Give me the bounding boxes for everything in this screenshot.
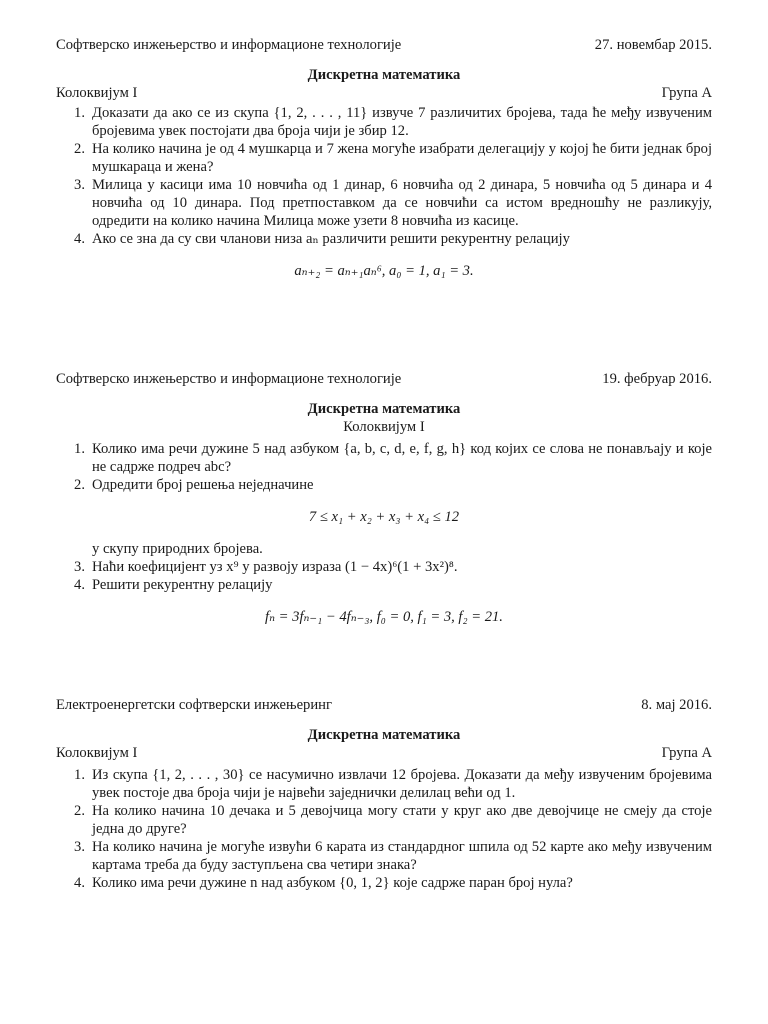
problem-item: 2. На колико начина 10 дечака и 5 девојчица могу стати у круг ако две девојчице не смеју да стоје једна до друге?: [74, 803, 712, 837]
problem-item: 3. Наћи коефицијент уз x⁹ у развоју израза (1 − 4x)⁶(1 + 3x²)⁸.: [56, 558, 712, 576]
problem-list: [56, 766, 712, 892]
problem-item: 1. Колико има речи дужине 5 над азбуком {a, b, c, d, e, f, g, h} код којих се слова не понављају и које не садрже подреч abc?: [74, 441, 712, 475]
test-row: [56, 744, 712, 762]
problem-text: Доказати да ако се из скупа {1, 2, . . . , 11} извуче 7 различитих бројева, тада ће међу извученим бројевима увек постојати два броја чији је збир 12.: [92, 105, 712, 139]
problem-text: Из скупа {1, 2, . . . , 30} се насумично извлачи 12 бројева. Доказати да међу извученим бројевима увек постоје два броја чији је највећи заједнички делилац већи од 1.: [92, 767, 712, 801]
exam-section-1: [56, 36, 712, 280]
recurrence-formula: aₙ₊₂ = aₙ₊₁aₙ⁶, a₀ = 1, a₁ = 3.: [294, 263, 474, 279]
problem-text: Колико има речи дужине n над азбуком {0, 1, 2} које садрже паран број нула?: [92, 875, 573, 891]
institution: Софтверско инжењерство и информационе технологије: [56, 371, 402, 387]
problem-item: 1. Доказати да ако се из скупа {1, 2, . . . , 11} извуче 7 различитих бројева, тада ће међу извученим бројевима увек постојати два броја чији је збир 12.: [74, 105, 712, 139]
recurrence-formula: fₙ = 3fₙ₋₁ − 4fₙ₋₃, f₀ = 0, f₁ = 3, f₂ = 21.: [265, 609, 503, 625]
problem-text: Одредити број решења неједначине: [92, 477, 314, 493]
problem-list-continued: [56, 558, 712, 594]
problem-item: 3. На колико начина је могуће извући 6 карата из стандардног шпила од 52 карте ако међу извученим картама треба да буду заступљена сва четири знака?: [74, 839, 712, 873]
problem-text: Наћи коефицијент уз x⁹ у развоју израза (1 − 4x)⁶(1 + 3x²)⁸.: [92, 559, 458, 575]
problem-item: 4. Колико има речи дужине n над азбуком {0, 1, 2} које садрже паран број нула?: [56, 874, 712, 892]
course-title: Дискретна математика: [307, 727, 461, 743]
test-name: Колоквијум I: [343, 419, 425, 435]
problem-text: На колико начина 10 дечака и 5 девојчица могу стати у круг ако две девојчице не смеју да стоје једна до друге?: [92, 803, 712, 837]
problem-item: 1. Из скупа {1, 2, . . . , 30} се насумично извлачи 12 бројева. Доказати да међу извученим бројевима увек постоје два броја чији је највећи заједнички делилац већи од 1.: [74, 767, 712, 801]
test-name: Колоквијум I: [56, 745, 138, 761]
problem-list: [56, 104, 712, 248]
group-label: Група А: [661, 745, 712, 761]
problem-list: [56, 440, 712, 494]
header-row: [56, 696, 712, 714]
institution: Електроенергетски софтверски инжењеринг: [56, 697, 332, 713]
course-title: Дискретна математика: [307, 67, 461, 83]
problem-item: 3. Милица у касици има 10 новчића од 1 динар, 6 новчића од 2 динара, 5 новчића од 5 динара и 4 новчића од 10 динара. Под претпоставком да се новчићи са истом вредношћу не разликују, одредити на колико начина Милица може узети 8 новчића из касице.: [74, 177, 712, 229]
institution: Софтверско инжењерство и информационе технологије: [56, 37, 402, 53]
problem-text: На колико начина је могуће извући 6 карата из стандардног шпила од 52 карте ако међу извученим картама треба да буду заступљена сва четири знака?: [92, 839, 712, 873]
exam-section-2: [56, 370, 712, 626]
test-name: Колоквијум I: [56, 85, 138, 101]
problem-text: Решити рекурентну релацију: [92, 577, 273, 593]
problem-text: На колико начина је од 4 мушкарца и 7 жена могуће изабрати делегацију у којој ће бити једнак број мушкараца и жена?: [92, 141, 712, 175]
problem-text: Милица у касици има 10 новчића од 1 динар, 6 новчића од 2 динара, 5 новчића од 5 динара и 4 новчића од 10 динара. Под претпоставком да се новчићи са истом вредношћу не разликују, одредити на колико начина Милица може узети 8 новчића из касице.: [92, 177, 712, 229]
problem-continuation: у скупу природних бројева.: [92, 541, 263, 557]
exam-date: 8. мај 2016.: [641, 697, 712, 713]
exam-section-3: [56, 696, 712, 892]
inequality-formula: 7 ≤ x₁ + x₂ + x₃ + x₄ ≤ 12: [308, 509, 460, 525]
problem-item: 4. Ако се зна да су сви чланови низа aₙ различити решити рекурентну релацију: [56, 230, 712, 248]
problem-item: 2. На колико начина је од 4 мушкарца и 7 жена могуће изабрати делегацију у којој ће бити једнак број мушкараца и жена?: [74, 141, 712, 175]
problem-text: Колико има речи дужине 5 над азбуком {a, b, c, d, e, f, g, h} код којих се слова не понављају и које не садрже подреч abc?: [92, 441, 712, 475]
problem-text: Ако се зна да су сви чланови низа aₙ различити решити рекурентну релацију: [92, 231, 570, 247]
exam-date: 19. фебруар 2016.: [602, 371, 712, 387]
group-label: Група А: [661, 85, 712, 101]
problem-item: 2. Одредити број решења неједначине: [56, 476, 712, 494]
header-row: [56, 36, 712, 54]
problem-item: 4. Решити рекурентну релацију: [56, 576, 712, 594]
header-row: [56, 370, 712, 388]
exam-date: 27. новембар 2015.: [594, 37, 712, 53]
test-row: [56, 84, 712, 102]
course-title: Дискретна математика: [307, 401, 461, 417]
